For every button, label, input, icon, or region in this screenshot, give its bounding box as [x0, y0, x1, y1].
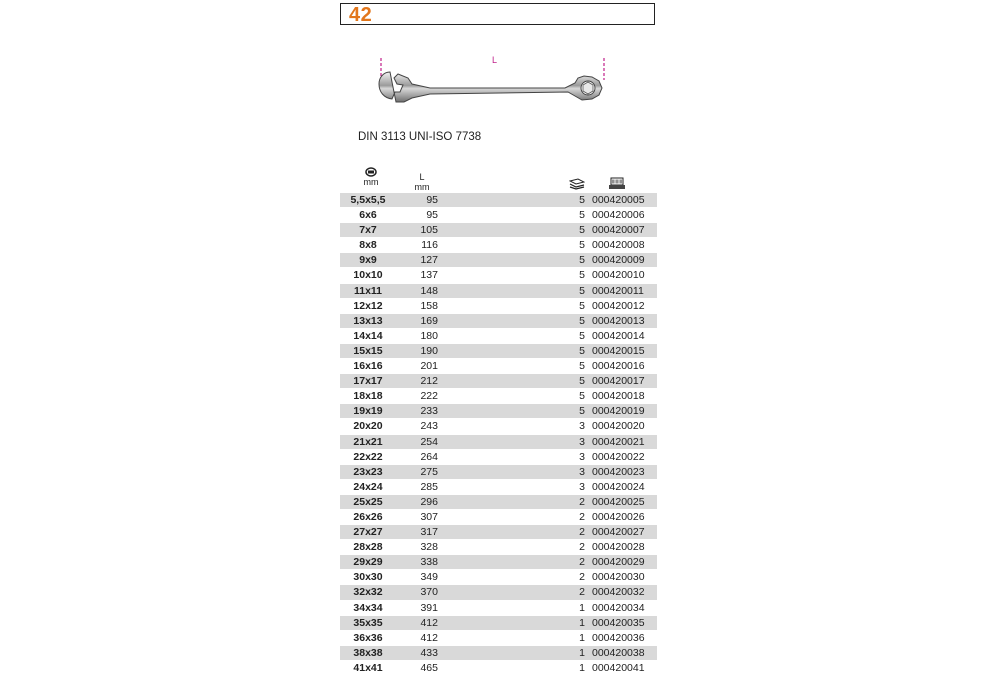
- dimension-label: L: [492, 55, 498, 65]
- table-row: [340, 404, 657, 419]
- code-cell: 000420016: [592, 360, 645, 373]
- length-cell: 264: [420, 450, 438, 463]
- size-cell: 21x21: [353, 435, 383, 448]
- code-cell: 000420018: [592, 390, 645, 403]
- qty-cell: 1: [579, 646, 585, 659]
- code-cell: 000420019: [592, 405, 645, 418]
- wrench-icon: [370, 50, 615, 120]
- size-unit: mm: [363, 177, 379, 187]
- qty-cell: 5: [579, 375, 585, 388]
- table-row: [340, 601, 657, 616]
- table-row: [340, 389, 657, 404]
- table-row: [340, 510, 657, 525]
- qty-cell: 5: [579, 314, 585, 327]
- code-cell: 000420028: [592, 541, 645, 554]
- size-cell: 20x20: [353, 420, 383, 433]
- size-cell: 12x12: [353, 299, 383, 312]
- catalog-header: [340, 3, 655, 25]
- table-row: [340, 525, 657, 540]
- code-cell: 000420023: [592, 465, 645, 478]
- code-cell: 000420007: [592, 224, 645, 237]
- code-cell: 000420020: [592, 420, 645, 433]
- length-label: L: [419, 172, 425, 182]
- size-cell: 19x19: [353, 405, 383, 418]
- length-cell: 254: [420, 435, 438, 448]
- qty-cell: 5: [579, 239, 585, 252]
- wrench-drawing: [370, 50, 615, 120]
- length-cell: 317: [420, 526, 438, 539]
- qty-cell: 3: [579, 435, 585, 448]
- table-row: [340, 253, 657, 268]
- code-cell: 000420029: [592, 556, 645, 569]
- table-row: [340, 374, 657, 389]
- qty-cell: 2: [579, 526, 585, 539]
- size-cell: 18x18: [353, 390, 383, 403]
- code-cell: 000420012: [592, 299, 645, 312]
- size-cell: 13x13: [353, 314, 383, 327]
- size-cell: 25x25: [353, 495, 383, 508]
- length-cell: 137: [420, 269, 438, 282]
- qty-cell: 5: [579, 269, 585, 282]
- size-cell: 5,5x5,5: [350, 194, 386, 206]
- size-cell: 38x38: [353, 646, 383, 659]
- code-cell: 000420006: [592, 209, 645, 222]
- code-cell: 000420010: [592, 269, 645, 282]
- table-row: [340, 616, 657, 631]
- qty-cell: 5: [579, 224, 585, 237]
- table-row: [340, 329, 657, 344]
- length-cell: 349: [420, 571, 438, 584]
- table-row: [340, 555, 657, 570]
- size-cell: 32x32: [353, 586, 383, 599]
- length-cell: 95: [426, 209, 438, 222]
- code-cell: 000420022: [592, 450, 645, 463]
- code-cell: 000420017: [592, 375, 645, 388]
- code-cell: 000420036: [592, 631, 645, 644]
- length-cell: 285: [420, 480, 438, 493]
- table-row: [340, 193, 657, 208]
- table-row: [340, 570, 657, 585]
- code-cell: 000420009: [592, 254, 645, 267]
- qty-cell: 5: [579, 390, 585, 403]
- size-cell: 36x36: [353, 631, 383, 644]
- qty-cell: 5: [579, 284, 585, 297]
- size-cell: 17x17: [353, 375, 383, 388]
- code-cell: 000420005: [592, 194, 645, 206]
- length-cell: 296: [420, 495, 438, 508]
- code-cell: 000420032: [592, 586, 645, 599]
- length-cell: 412: [420, 631, 438, 644]
- table-row: [340, 299, 657, 314]
- code-cell: 000420025: [592, 495, 645, 508]
- qty-cell: 5: [579, 329, 585, 342]
- standards-text: DIN 3113 UNI-ISO 7738: [358, 131, 482, 143]
- size-cell: 34x34: [353, 601, 383, 614]
- length-cell: 433: [420, 646, 438, 659]
- size-cell: 11x11: [353, 284, 383, 297]
- table-row: [340, 661, 657, 676]
- qty-cell: 5: [579, 254, 585, 267]
- size-cell: 10x10: [353, 269, 383, 282]
- length-cell: 370: [420, 586, 438, 599]
- size-cell: 14x14: [353, 329, 383, 342]
- length-column-header: [412, 172, 432, 192]
- length-cell: 391: [420, 601, 438, 614]
- table-row: [340, 344, 657, 359]
- table-row: [340, 450, 657, 465]
- qty-cell: 2: [579, 510, 585, 523]
- table-row: [340, 314, 657, 329]
- table-row: [340, 435, 657, 450]
- size-cell: 26x26: [353, 510, 383, 523]
- table-row: [340, 465, 657, 480]
- size-cell: 29x29: [353, 556, 383, 569]
- length-cell: 233: [420, 405, 438, 418]
- table-row: [340, 585, 657, 600]
- size-cell: 27x27: [353, 526, 383, 539]
- code-cell: 000420030: [592, 571, 645, 584]
- code-cell: 000420014: [592, 329, 645, 342]
- qty-cell: 3: [579, 450, 585, 463]
- qty-cell: 1: [579, 661, 585, 674]
- qty-cell: 5: [579, 344, 585, 357]
- size-cell: 8x8: [359, 239, 377, 252]
- qty-cell: 5: [579, 299, 585, 312]
- table-row: [340, 284, 657, 299]
- length-cell: 201: [420, 360, 438, 373]
- table-row: [340, 646, 657, 661]
- qty-cell: 5: [579, 209, 585, 222]
- code-cell: 000420021: [592, 435, 645, 448]
- length-cell: 338: [420, 556, 438, 569]
- length-cell: 158: [420, 299, 438, 312]
- size-cell: 30x30: [353, 571, 383, 584]
- size-column-header: [360, 167, 382, 187]
- table-row: [340, 419, 657, 434]
- length-cell: 190: [420, 344, 438, 357]
- qty-cell: 2: [579, 541, 585, 554]
- qty-cell: 1: [579, 601, 585, 614]
- qty-cell: 2: [579, 586, 585, 599]
- length-cell: 465: [420, 661, 438, 674]
- qty-cell: 5: [579, 194, 585, 206]
- length-unit: mm: [414, 182, 430, 192]
- code-cell: 000420024: [592, 480, 645, 493]
- table-row: [340, 268, 657, 283]
- product-table: [340, 193, 657, 676]
- size-cell: 16x16: [353, 360, 383, 373]
- length-cell: 243: [420, 420, 438, 433]
- qty-cell: 1: [579, 616, 585, 629]
- size-cell: 7x7: [359, 224, 377, 237]
- size-cell: 9x9: [359, 254, 377, 267]
- code-cell: 000420035: [592, 616, 645, 629]
- qty-cell: 3: [579, 465, 585, 478]
- nut-icon: [365, 167, 377, 177]
- qty-cell: 1: [579, 631, 585, 644]
- length-cell: 127: [420, 254, 438, 267]
- table-row: [340, 495, 657, 510]
- length-cell: 307: [420, 510, 438, 523]
- qty-cell: 2: [579, 556, 585, 569]
- code-cell: 000420011: [592, 284, 644, 297]
- code-cell: 000420034: [592, 601, 645, 614]
- qty-cell: 5: [579, 405, 585, 418]
- size-cell: 23x23: [353, 465, 383, 478]
- qty-column-header: [569, 178, 585, 192]
- qty-cell: 2: [579, 495, 585, 508]
- catalog-number: 42: [349, 4, 373, 26]
- length-cell: 275: [420, 465, 438, 478]
- size-cell: 41x41: [353, 661, 383, 674]
- code-cell: 000420013: [592, 314, 645, 327]
- length-cell: 180: [420, 329, 438, 342]
- table-row: [340, 480, 657, 495]
- size-cell: 6x6: [359, 209, 377, 222]
- stack-icon: [569, 178, 585, 190]
- table-row: [340, 208, 657, 223]
- code-cell: 000420026: [592, 510, 645, 523]
- size-cell: 24x24: [353, 480, 383, 493]
- size-cell: 35x35: [353, 616, 383, 629]
- size-cell: 28x28: [353, 541, 383, 554]
- length-cell: 328: [420, 541, 438, 554]
- length-cell: 148: [420, 284, 438, 297]
- length-cell: 169: [420, 314, 438, 327]
- size-cell: 22x22: [353, 450, 383, 463]
- length-cell: 116: [421, 239, 438, 252]
- qty-cell: 3: [579, 480, 585, 493]
- code-cell: 000420008: [592, 239, 645, 252]
- code-cell: 000420041: [592, 661, 645, 674]
- code-cell: 000420015: [592, 344, 645, 357]
- qty-cell: 5: [579, 360, 585, 373]
- table-row: [340, 359, 657, 374]
- length-cell: 212: [420, 375, 438, 388]
- code-cell: 000420038: [592, 646, 645, 659]
- table-row: [340, 540, 657, 555]
- code-column-header: [608, 177, 626, 192]
- length-cell: 412: [420, 616, 438, 629]
- table-row: [340, 631, 657, 646]
- table-row: [340, 238, 657, 253]
- length-cell: 105: [420, 224, 438, 237]
- code-cell: 000420027: [592, 526, 645, 539]
- length-cell: 95: [426, 194, 438, 206]
- table-row: [340, 223, 657, 238]
- length-cell: 222: [420, 390, 438, 403]
- qty-cell: 3: [579, 420, 585, 433]
- qty-cell: 2: [579, 571, 585, 584]
- barcode-box-icon: [608, 177, 626, 190]
- size-cell: 15x15: [353, 344, 383, 357]
